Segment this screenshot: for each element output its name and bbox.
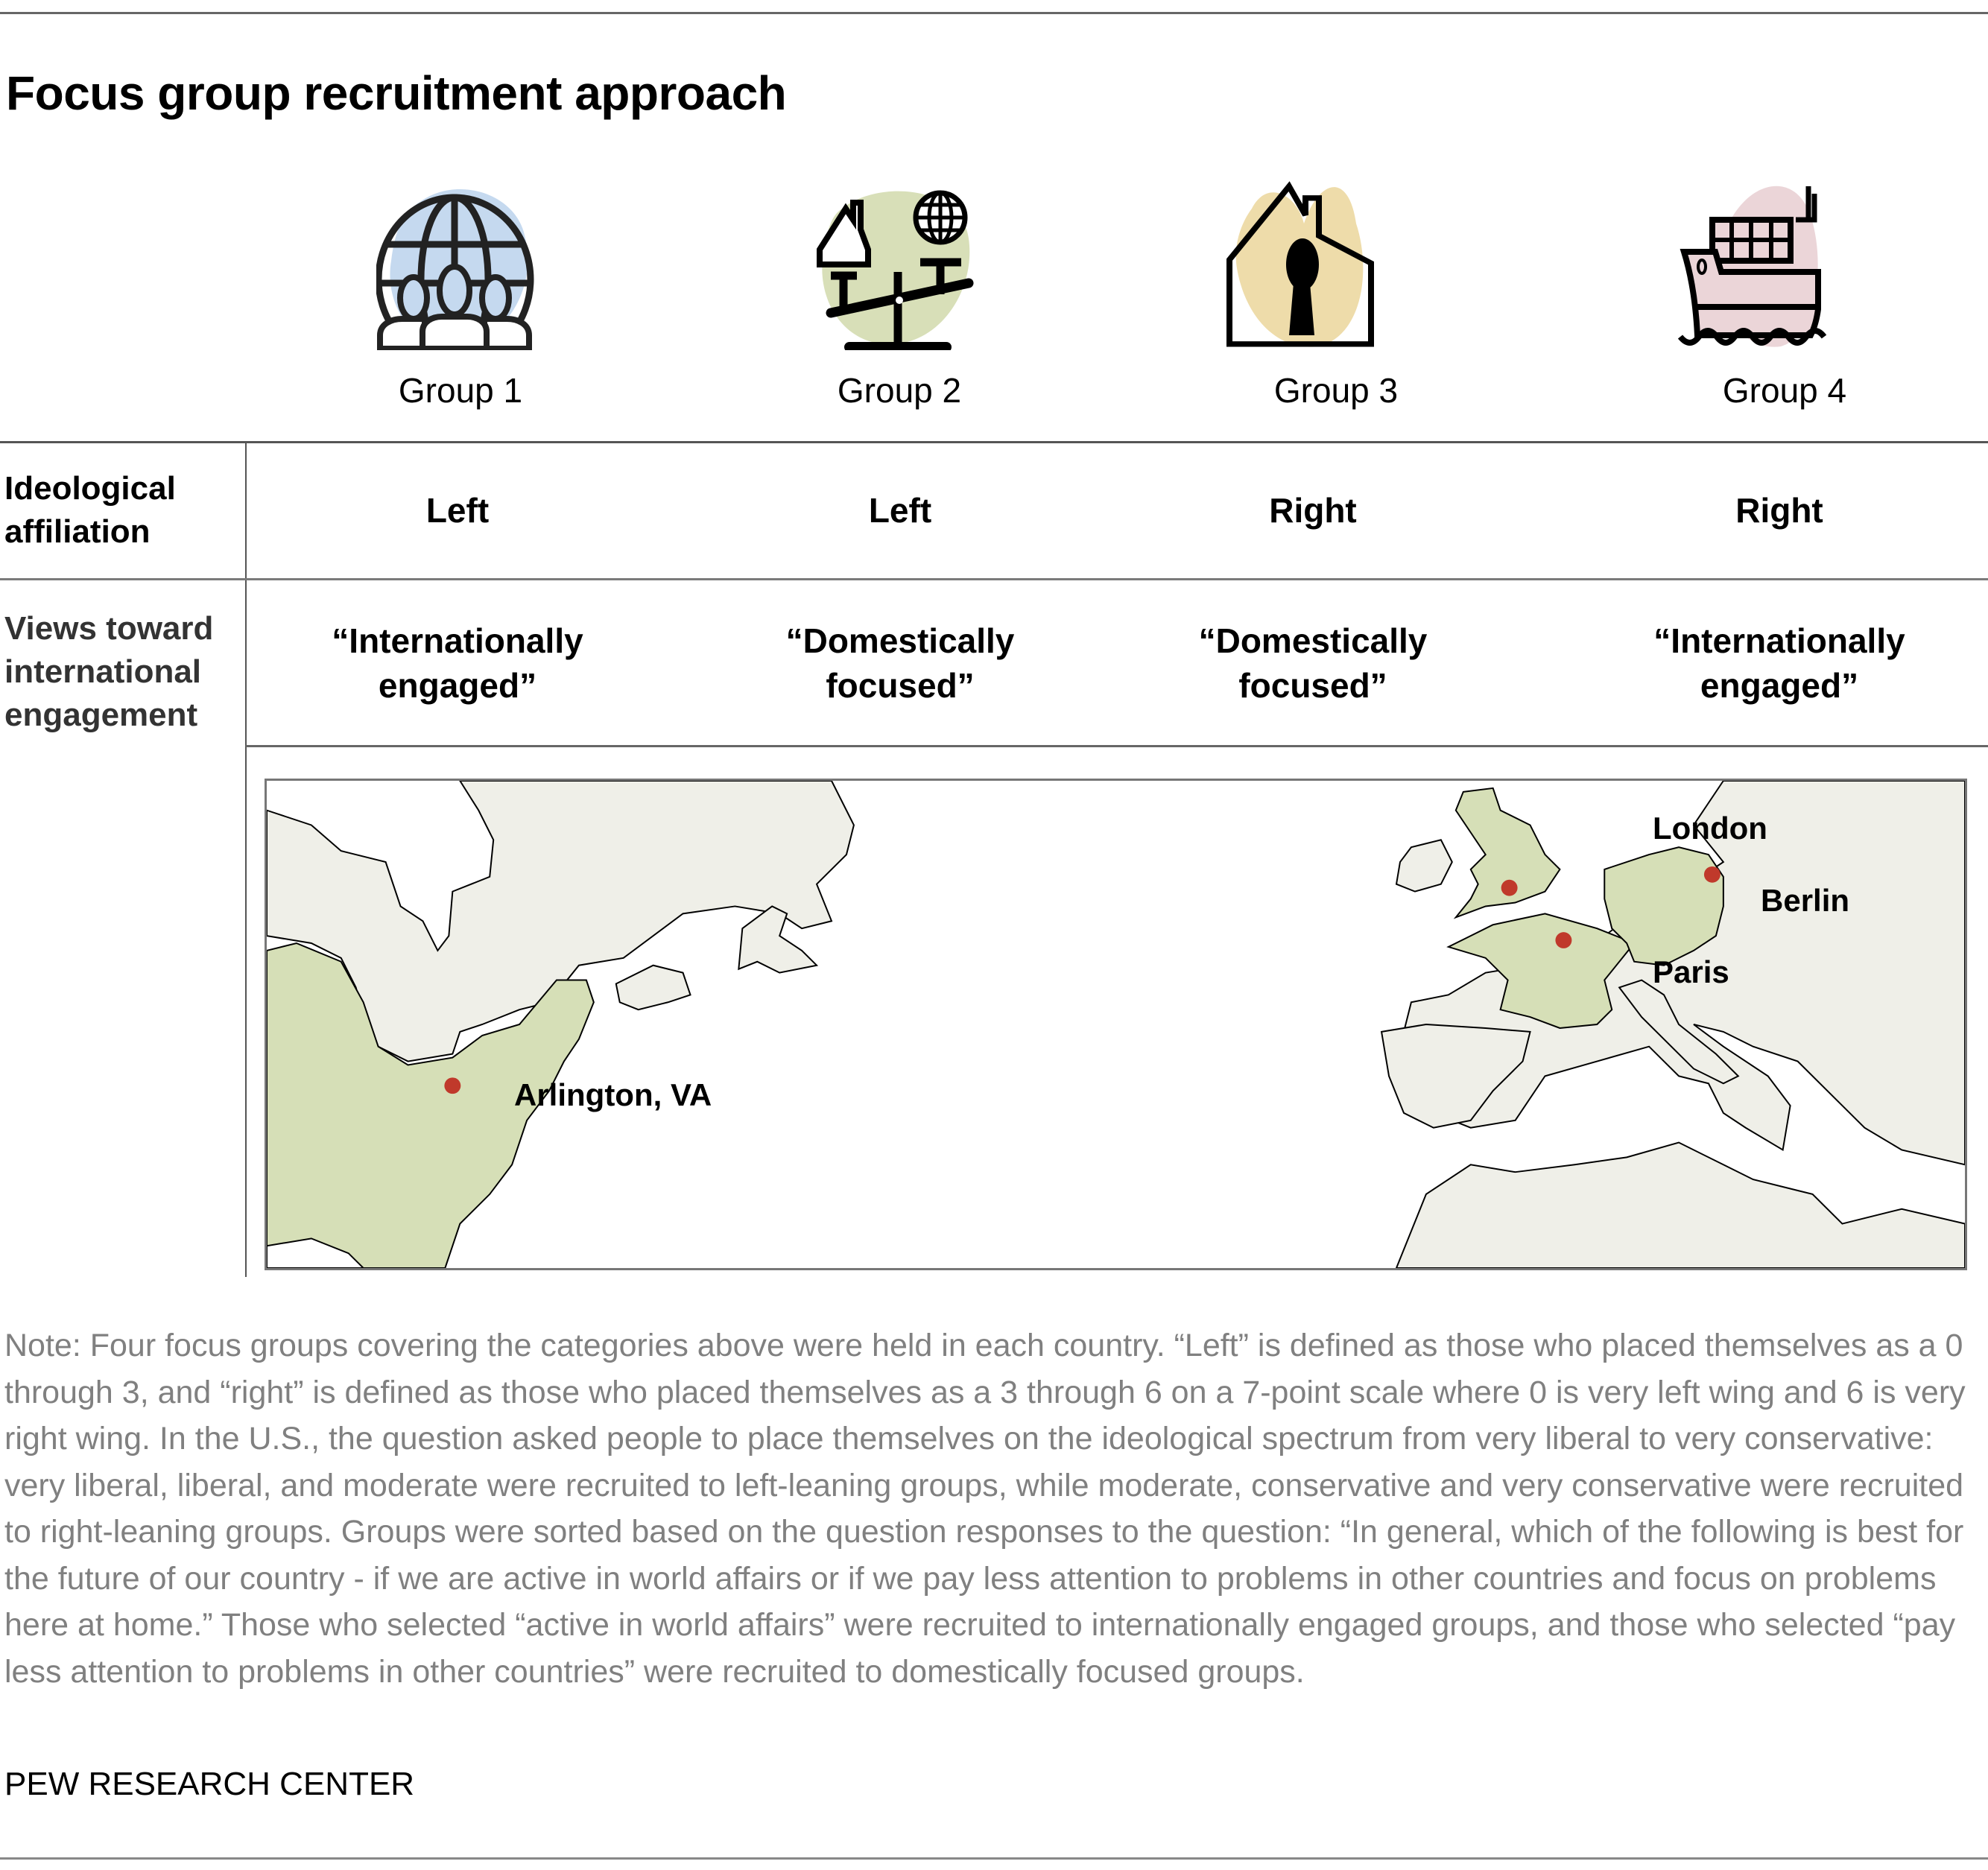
- globe-people-icon: [376, 179, 548, 350]
- map-label-arlington: Arlington, VA: [514, 1077, 712, 1112]
- map-label-berlin: Berlin: [1761, 883, 1850, 918]
- group-3-label: Group 3: [1273, 371, 1399, 410]
- bottom-rule: [0, 1857, 1988, 1860]
- top-rule: [0, 12, 1988, 14]
- group-2-engagement: “Domestically focused”: [785, 621, 1015, 705]
- group-1-engagement: “Internationally engaged”: [332, 621, 583, 705]
- locations-map: [265, 779, 1967, 1270]
- group-2-ideology: Left: [868, 491, 932, 530]
- group-1-ideology: Left: [425, 491, 490, 530]
- london-marker: [1501, 880, 1518, 896]
- group-3-ideology: Right: [1269, 491, 1357, 530]
- group-4-engagement: “Internationally engaged”: [1653, 621, 1905, 705]
- row-label-ideological-affiliation: Ideological affiliation: [4, 470, 176, 550]
- berlin-marker: [1704, 866, 1720, 883]
- group-4-label: Group 4: [1722, 371, 1847, 410]
- paris-marker: [1555, 932, 1571, 948]
- group-3-engagement: “Domestically focused”: [1198, 621, 1428, 705]
- house-keyhole-icon: [1222, 179, 1393, 350]
- cargo-ship-icon: [1677, 179, 1848, 350]
- uk-highlight: [1456, 788, 1560, 917]
- chart-title: Focus group recruitment approach: [6, 66, 787, 120]
- map-label-london: London: [1653, 811, 1767, 846]
- table-bottom-rule: [246, 745, 1988, 747]
- arlington-marker: [444, 1077, 460, 1094]
- group-4-ideology: Right: [1735, 491, 1823, 530]
- row-label-international-engagement: Views toward international engagement: [4, 610, 214, 733]
- seesaw-house-globe-icon: [812, 179, 984, 350]
- row-divider: [0, 578, 1988, 580]
- table-column-divider: [245, 443, 247, 1277]
- footnote: Note: Four focus groups covering the categories above were held in each country. “Left” is defined as those who placed themselves as a 0 through 3, and “right” is defined as those who placed themselves as a 3 through 6 on a 7-point scale where 0 is very left wing and 6 is very right wing. In the U.S., the question asked people to place themselves on the ideological spectrum from very liberal to very conservative: very liberal, liberal, and moderate were recruited to left-leaning groups, while moderate, conservative and very conservative were recruited to right-leaning groups. Groups were sorted based on the question responses to the question: “In general, which of the following is best for the future of our country - if we are active in world affairs or if we pay less attention to problems in other countries and focus on problems here at home.” Those who selected “active in world affairs” were recruited to internationally engaged groups, and those who selected “pay less attention to problems in other countries” were recruited to domestically focused groups.: [4, 1328, 1966, 1690]
- source-credit: PEW RESEARCH CENTER: [4, 1766, 415, 1802]
- table-top-rule: [0, 441, 1988, 443]
- group-2-label: Group 2: [837, 371, 962, 410]
- group-1-label: Group 1: [398, 371, 523, 410]
- map-label-paris: Paris: [1653, 954, 1729, 989]
